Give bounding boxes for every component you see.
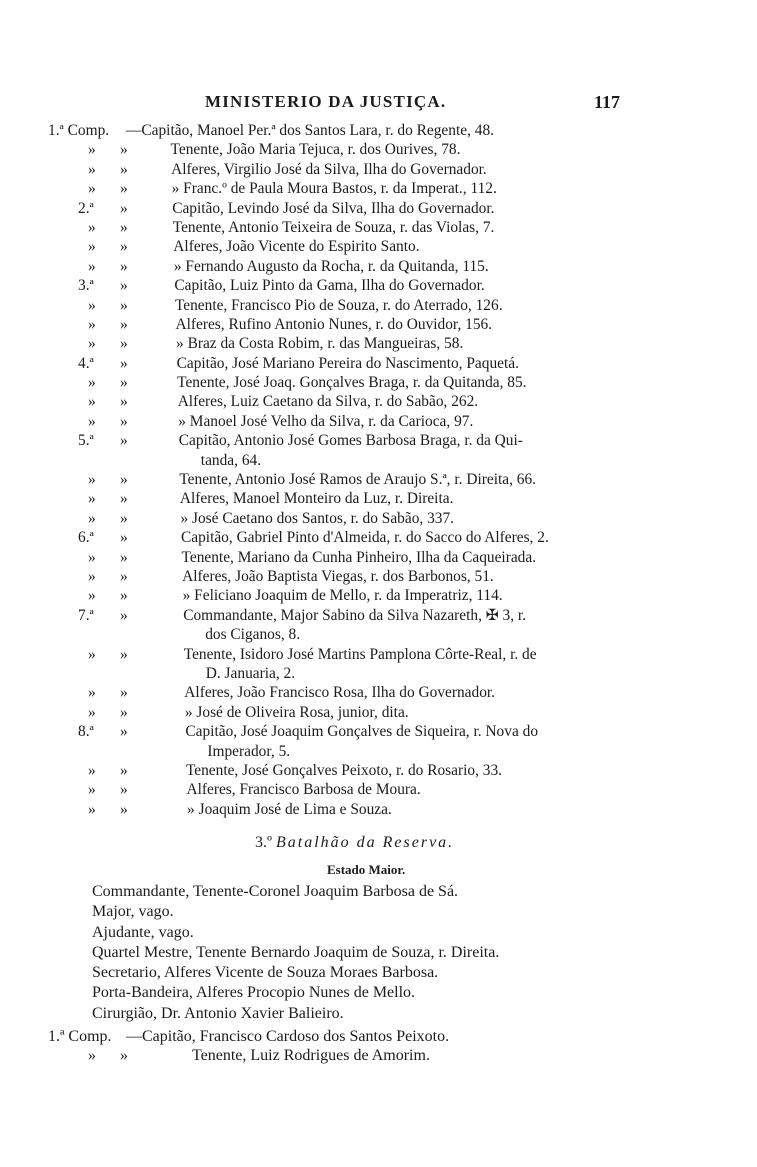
estado-maior-list — [92, 882, 732, 1024]
company-entry — [0, 800, 757, 819]
company-entry — [0, 179, 757, 198]
company-number: 7.ª — [78, 606, 94, 624]
ditto-mark: » — [120, 529, 128, 547]
entry-text: Tenente, Isidoro José Martins Pamplona Côrte-Real, r. de — [183, 645, 537, 663]
company-entry — [0, 761, 757, 780]
entry-text: Alferes, João Vicente do Espirito Santo. — [173, 238, 420, 256]
company-number: » — [88, 509, 96, 527]
entry-continuation — [0, 742, 757, 761]
entry-text: Tenente, José Gonçalves Peixoto, r. do Rosario, 33. — [185, 761, 503, 779]
entry-text: Alferes, Manoel Monteiro da Luz, r. Direita. — [179, 490, 454, 508]
company-number: 5.ª — [78, 432, 94, 450]
staff-entry: Ajudante, vago. — [92, 923, 194, 941]
company-entry — [0, 296, 757, 315]
entry-text: Commandante, Major Sabino da Silva Nazareth, ✠ 3, r. — [183, 606, 527, 624]
batalhao-number: 3.º — [255, 834, 272, 851]
company-list — [0, 121, 757, 819]
company-number: » — [88, 490, 96, 508]
company-number: » — [88, 257, 96, 275]
company-entry — [0, 606, 757, 625]
company-entry — [0, 528, 757, 547]
ditto-mark: » — [120, 257, 128, 275]
estado-maior-heading: Estado Maior. — [327, 862, 406, 877]
ditto-mark: » — [120, 645, 128, 663]
company-number: » — [88, 335, 96, 353]
company-entry — [0, 645, 757, 664]
ditto-mark: » — [120, 567, 128, 585]
staff-entry: Commandante, Tenente-Coronel Joaquim Barbosa de Sá. — [92, 883, 459, 900]
entry-text: » Fernando Augusto da Rocha, r. da Quitanda, 115. — [173, 257, 489, 275]
entry-text: » Feliciano Joaquim de Mello, r. da Imperatriz, 114. — [182, 587, 503, 605]
company-entry — [0, 703, 757, 722]
ditto-mark: » — [120, 723, 128, 741]
company-number: » — [88, 703, 96, 721]
company-number: » — [88, 800, 96, 818]
ditto-mark: » — [120, 606, 128, 624]
entry-continuation — [0, 451, 757, 470]
company-number: » — [88, 1047, 96, 1065]
entry-text: Tenente, Antonio José Ramos de Araujo S.ª, r. Direita, 66. — [179, 471, 537, 489]
staff-entry: Porta-Bandeira, Alferes Procopio Nunes de Mello. — [92, 984, 416, 1002]
ditto-mark: » — [120, 141, 128, 159]
ditto-mark: » — [120, 238, 128, 256]
company-number: » — [88, 374, 96, 392]
entry-text: Capitão, José Joaquim Gonçalves de Siqueira, r. Nova do — [185, 723, 539, 741]
company-entry — [0, 683, 757, 702]
entry-text: —Capitão, Manoel Per.ª dos Santos Lara, r. do Regente, 48. — [126, 122, 494, 139]
entry-text: » Franc.º de Paula Moura Bastos, r. da Imperat., 112. — [171, 180, 497, 198]
company-number: » — [88, 141, 96, 159]
ditto-mark: » — [120, 471, 128, 489]
company-entry — [0, 431, 757, 450]
company-number: 1.ª Comp. — [48, 1028, 112, 1045]
ditto-mark: » — [120, 800, 128, 818]
entry-text: » José Caetano dos Santos, r. do Sabão, 337. — [180, 509, 455, 527]
company-entry — [0, 586, 757, 605]
company-entry — [0, 218, 757, 237]
entry-text: Tenente, José Joaq. Gonçalves Braga, r. da Quitanda, 85. — [177, 374, 527, 392]
ditto-mark: » — [120, 548, 128, 566]
company-number: » — [88, 315, 96, 333]
ditto-mark: » — [120, 509, 128, 527]
entry-text: » Braz da Costa Robim, r. das Mangueiras, 58. — [176, 335, 464, 353]
entry-text: Capitão, José Mariano Pereira do Nascimento, Paquetá. — [176, 354, 519, 372]
running-title: MINISTERIO DA JUSTIÇA. — [205, 92, 447, 111]
company-entry — [0, 412, 757, 431]
entry-text: Tenente, Francisco Pio de Souza, r. do Aterrado, 126. — [174, 296, 503, 314]
company-number: » — [88, 761, 96, 779]
company-entry — [0, 548, 757, 567]
page-header — [0, 92, 757, 116]
company-entry — [0, 140, 757, 159]
entry-text: Alferes, João Francisco Rosa, Ilha do Governador. — [184, 684, 496, 702]
company-entry — [0, 199, 757, 218]
staff-entry: Cirurgião, Dr. Antonio Xavier Balieiro. — [92, 1004, 344, 1022]
entry-text: Alferes, Luiz Caetano da Silva, r. do Sabão, 262. — [177, 393, 479, 411]
company-number: 8.ª — [78, 723, 94, 741]
entry-text: » José de Oliveira Rosa, junior, dita. — [184, 703, 409, 721]
entry-text: Tenente, Luiz Rodrigues de Amorim. — [192, 1047, 430, 1065]
company-number: » — [88, 684, 96, 702]
ditto-mark: » — [120, 393, 128, 411]
ditto-mark: » — [120, 180, 128, 198]
entry-text: Capitão, Levindo José da Silva, Ilha do Governador. — [172, 199, 495, 217]
company-number: 4.ª — [78, 354, 94, 372]
batalhao-name: Batalhão da Reserva. — [275, 834, 455, 851]
entry-text: » Joaquim José de Lima e Souza. — [187, 800, 392, 818]
company-entry — [0, 470, 757, 489]
company-entry — [0, 1046, 757, 1065]
ditto-mark: » — [120, 490, 128, 508]
ditto-mark: » — [120, 781, 128, 799]
entry-text: Alferes, Virgilio José da Silva, Ilha do Governador. — [171, 160, 487, 178]
company-entry — [0, 334, 757, 353]
ditto-mark: » — [120, 374, 128, 392]
company-number: 1.ª Comp. — [48, 122, 110, 139]
ditto-mark: » — [120, 1047, 128, 1065]
entry-continuation — [0, 625, 757, 644]
company-number: » — [88, 238, 96, 256]
company-number: 6.ª — [78, 529, 94, 547]
entry-text: Tenente, Antonio Teixeira de Souza, r. das Violas, 7. — [172, 218, 495, 236]
ditto-mark: » — [120, 684, 128, 702]
ditto-mark: » — [120, 335, 128, 353]
company-entry — [0, 509, 757, 528]
company-number: 3.ª — [78, 277, 94, 295]
staff-entry: Secretario, Alferes Vicente de Souza Moraes Barbosa. — [92, 964, 439, 982]
page-number: 117 — [594, 92, 621, 112]
company-entry — [0, 276, 757, 295]
company-entry — [0, 354, 757, 373]
company-number: » — [88, 548, 96, 566]
ditto-mark: » — [120, 703, 128, 721]
company-number: » — [88, 567, 96, 585]
company-entry — [0, 373, 757, 392]
entry-text: Capitão, Antonio José Gomes Barbosa Braga, r. da Qui- — [178, 432, 523, 450]
entry-text-continuation: tanda, 64. — [200, 451, 262, 469]
company-number: » — [88, 645, 96, 663]
company-entry — [0, 257, 757, 276]
entry-text: » Manoel José Velho da Silva, r. da Carioca, 97. — [178, 412, 474, 430]
company-entry — [0, 315, 757, 334]
ditto-mark: » — [120, 761, 128, 779]
company-entry — [0, 392, 757, 411]
company-entry — [0, 237, 757, 256]
ditto-mark: » — [120, 587, 128, 605]
company-number: » — [88, 471, 96, 489]
company-number: » — [88, 296, 96, 314]
entry-text-continuation: D. Januaria, 2. — [205, 664, 296, 682]
company-entry — [0, 567, 757, 586]
company-number: » — [88, 393, 96, 411]
entry-text: Capitão, Gabriel Pinto d'Almeida, r. do Sacco do Alferes, 2. — [181, 529, 549, 547]
entry-continuation — [0, 664, 757, 683]
company-number: » — [88, 180, 96, 198]
entry-text: Alferes, Rufino Antonio Nunes, r. do Ouvidor, 156. — [175, 315, 493, 333]
company-number: 2.ª — [78, 199, 94, 217]
ditto-mark: » — [120, 296, 128, 314]
staff-entry: Quartel Mestre, Tenente Bernardo Joaquim de Souza, r. Direita. — [92, 943, 500, 961]
company-number: » — [88, 781, 96, 799]
company-number: » — [88, 218, 96, 236]
company-entry — [0, 160, 757, 179]
ditto-mark: » — [120, 218, 128, 236]
company-entry — [0, 489, 757, 508]
ditto-mark: » — [120, 160, 128, 178]
company-number: » — [88, 587, 96, 605]
entry-text-continuation: dos Ciganos, 8. — [205, 626, 301, 644]
entry-text: Capitão, Luiz Pinto da Gama, Ilha do Governador. — [174, 277, 485, 295]
company-number: » — [88, 160, 96, 178]
entry-text: Tenente, Mariano da Cunha Pinheiro, Ilha da Caqueirada. — [181, 548, 537, 566]
ditto-mark: » — [120, 315, 128, 333]
reserva-company-list — [0, 1027, 757, 1066]
entry-text-continuation: Imperador, 5. — [207, 742, 291, 760]
company-entry — [0, 1027, 757, 1046]
staff-entry: Major, vago. — [92, 903, 174, 921]
company-entry — [0, 780, 757, 799]
entry-text: —Capitão, Francisco Cardoso dos Santos Peixoto. — [126, 1028, 450, 1045]
ditto-mark: » — [120, 199, 128, 217]
entry-text: Alferes, Francisco Barbosa de Moura. — [186, 781, 421, 799]
ditto-mark: » — [120, 412, 128, 430]
batalhao-heading — [255, 834, 454, 852]
ditto-mark: » — [120, 432, 128, 450]
company-entry — [0, 121, 757, 140]
ditto-mark: » — [120, 277, 128, 295]
company-entry — [0, 722, 757, 741]
ditto-mark: » — [120, 354, 128, 372]
entry-text: Tenente, João Maria Tejuca, r. dos Ourives, 78. — [170, 141, 461, 159]
entry-text: Alferes, João Baptista Viegas, r. dos Barbonos, 51. — [182, 567, 494, 585]
company-number: » — [88, 412, 96, 430]
